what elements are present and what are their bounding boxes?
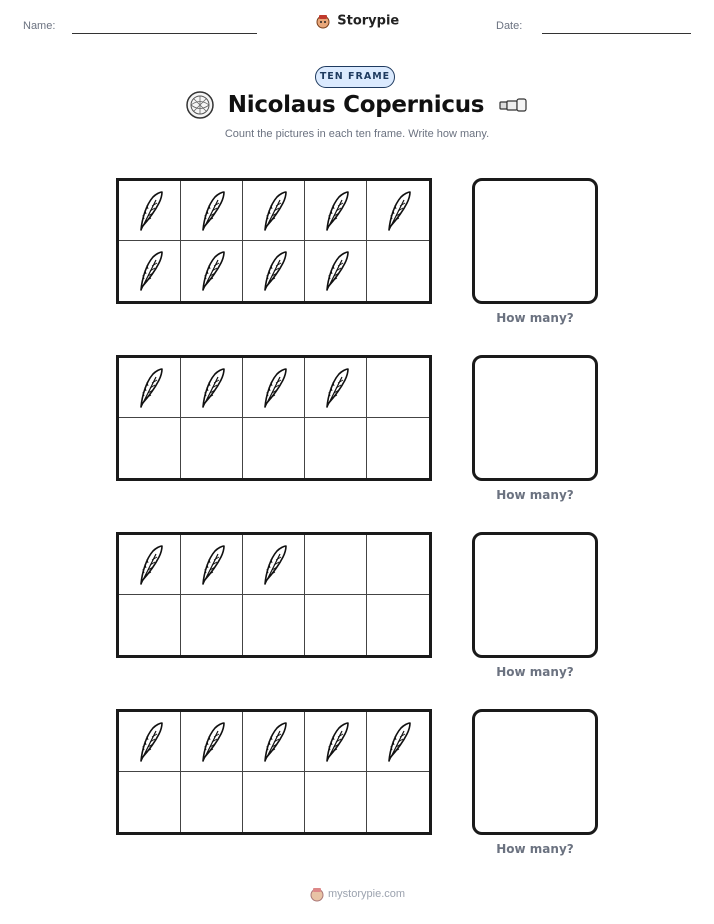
ten-frame-cell (243, 772, 305, 832)
ten-frame-4 (116, 709, 432, 835)
ten-frame-cell (119, 712, 181, 772)
ten-frame-cell (243, 595, 305, 655)
ten-frame-cell (305, 772, 367, 832)
ten-frame-cell (243, 535, 305, 595)
feather-quill-icon (383, 189, 413, 233)
name-line[interactable] (72, 33, 257, 34)
feather-quill-icon (321, 366, 351, 410)
feather-quill-icon (259, 366, 289, 410)
ten-frame-cell (305, 535, 367, 595)
ten-frame-cell (119, 358, 181, 418)
ten-frame-cell (305, 181, 367, 241)
date-label: Date: (496, 20, 523, 32)
feather-quill-icon (259, 189, 289, 233)
ten-frame-cell (243, 181, 305, 241)
ten-frame-cell (367, 595, 429, 655)
ten-frame-cell (305, 241, 367, 301)
feather-quill-icon (383, 720, 413, 764)
ten-frame-cell (243, 418, 305, 478)
ten-frame-cell (367, 181, 429, 241)
ten-frame-cell (305, 358, 367, 418)
ten-frame-cell (119, 535, 181, 595)
name-label: Name: (23, 20, 56, 32)
telescope-icon (497, 95, 529, 115)
ten-frame-cell (243, 712, 305, 772)
ten-frame-cell (181, 772, 243, 832)
feather-quill-icon (321, 249, 351, 293)
answer-box-2[interactable] (472, 355, 598, 481)
feather-quill-icon (197, 543, 227, 587)
ten-frame-cell (367, 535, 429, 595)
ten-frame-cell (181, 712, 243, 772)
ten-frame-cell (367, 358, 429, 418)
feather-quill-icon (135, 720, 165, 764)
feather-quill-icon (321, 189, 351, 233)
ten-frame-cell (119, 772, 181, 832)
ten-frame-cell (367, 241, 429, 301)
how-many-label-3: How many? (496, 665, 574, 679)
feather-quill-icon (321, 720, 351, 764)
feather-quill-icon (135, 366, 165, 410)
feather-quill-icon (259, 543, 289, 587)
ten-frame-cell (305, 712, 367, 772)
feather-quill-icon (197, 189, 227, 233)
storypie-mascot-icon (315, 13, 331, 29)
ten-frame-cell (181, 535, 243, 595)
footer-site[interactable]: mystorypie.com (328, 888, 406, 900)
feather-quill-icon (135, 249, 165, 293)
footer (0, 886, 714, 902)
globe-icon (185, 90, 215, 120)
ten-frame-cell (119, 181, 181, 241)
ten-frame-3 (116, 532, 432, 658)
title-row (0, 90, 714, 126)
feather-quill-icon (197, 720, 227, 764)
ten-frame-cell (181, 241, 243, 301)
ten-frame-cell (119, 241, 181, 301)
ten-frame-cell (119, 418, 181, 478)
date-line[interactable] (542, 33, 691, 34)
feather-quill-icon (135, 189, 165, 233)
ten-frame-cell (367, 772, 429, 832)
feather-quill-icon (135, 543, 165, 587)
ten-frame-cell (305, 418, 367, 478)
instructions: Count the pictures in each ten frame. Write how many. (224, 128, 490, 140)
ten-frame-cell (367, 418, 429, 478)
answer-box-4[interactable] (472, 709, 598, 835)
how-many-label-4: How many? (496, 842, 574, 856)
feather-quill-icon (259, 249, 289, 293)
ten-frame-cell (243, 241, 305, 301)
storypie-mascot-icon (309, 886, 325, 902)
ten-frame-cell (181, 358, 243, 418)
ten-frame-1 (116, 178, 432, 304)
brand-name: Storypie (337, 13, 400, 29)
how-many-label-1: How many? (496, 311, 574, 325)
worksheet-type-badge: TEN FRAME (315, 66, 395, 88)
answer-box-1[interactable] (472, 178, 598, 304)
ten-frame-2 (116, 355, 432, 481)
feather-quill-icon (197, 366, 227, 410)
feather-quill-icon (197, 249, 227, 293)
answer-box-3[interactable] (472, 532, 598, 658)
ten-frame-cell (181, 595, 243, 655)
feather-quill-icon (259, 720, 289, 764)
how-many-label-2: How many? (496, 488, 574, 502)
brand-logo (0, 13, 714, 29)
ten-frame-cell (181, 181, 243, 241)
ten-frame-cell (119, 595, 181, 655)
ten-frame-cell (367, 712, 429, 772)
ten-frame-cell (181, 418, 243, 478)
ten-frame-cell (243, 358, 305, 418)
ten-frame-cell (305, 595, 367, 655)
page-title: Nicolaus Copernicus (227, 92, 485, 118)
